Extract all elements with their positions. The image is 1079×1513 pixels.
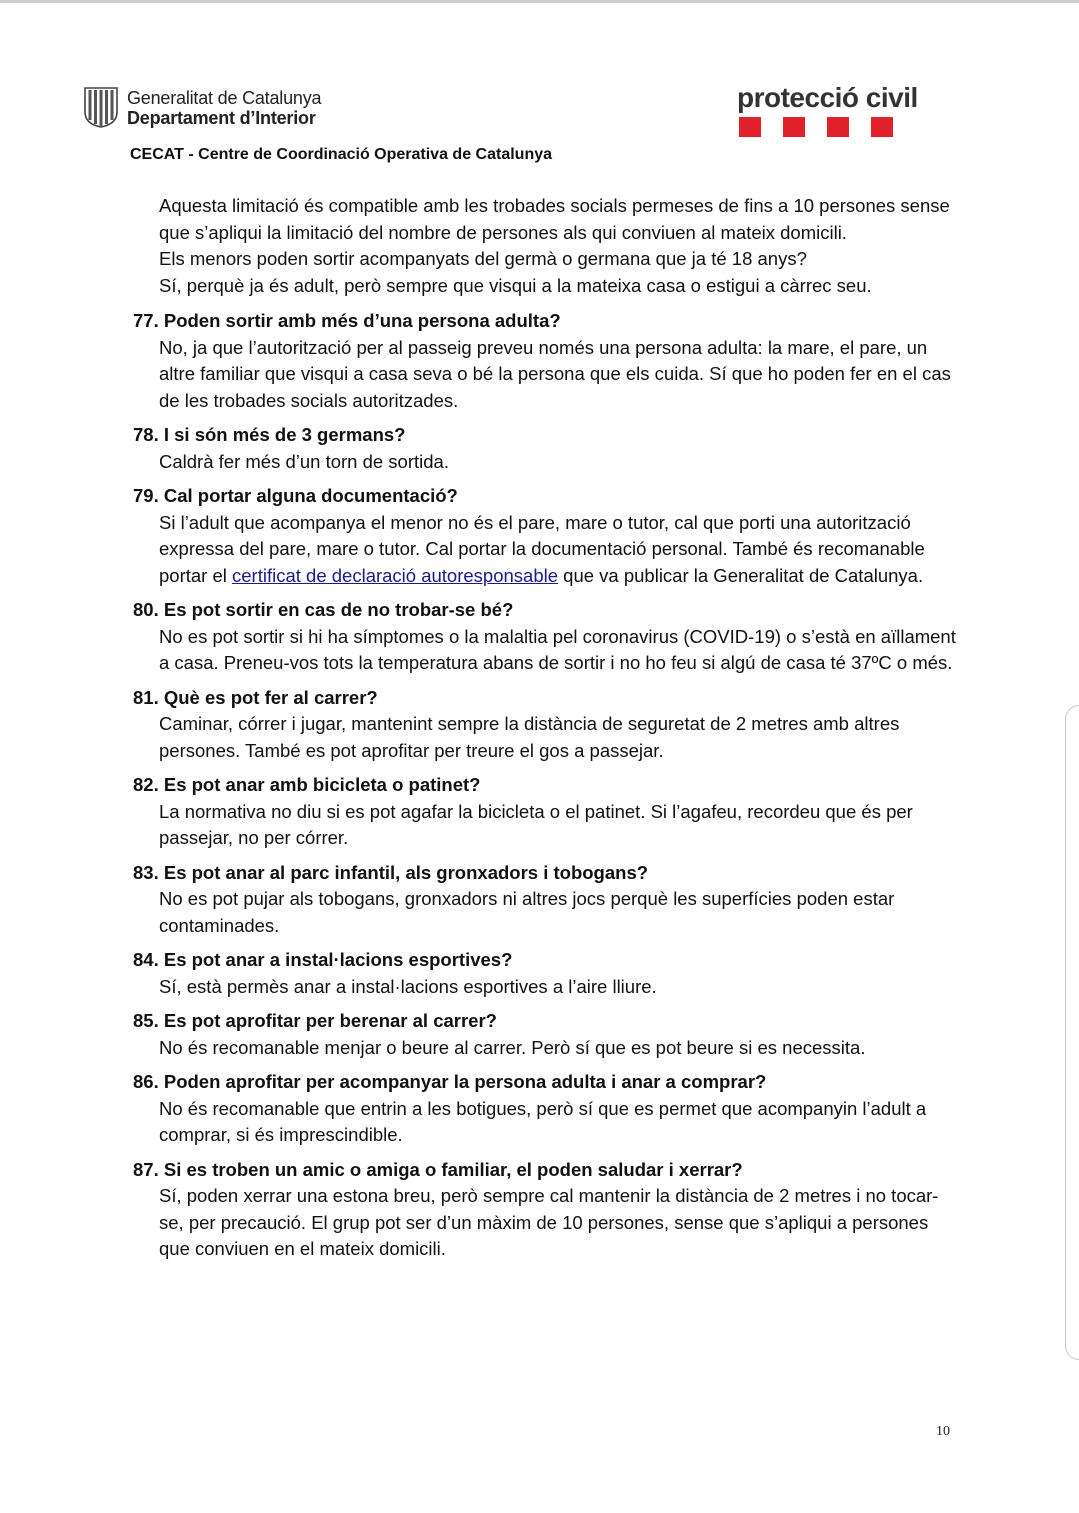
page-number: 10 xyxy=(936,1424,950,1439)
intro-paragraph: Aquesta limitació és compatible amb les trobades socials permeses de fins a 10 persones sense que s’apliqui la limitació del nombre de persones als qui conviuen al mateix domicili. xyxy=(159,195,950,243)
faq-question: 77. Poden sortir amb més d’una persona adulta? xyxy=(133,310,561,331)
faq-answer xyxy=(133,510,963,590)
faq-question: 83. Es pot anar al parc infantil, als gronxadors i tobogans? xyxy=(133,861,649,883)
faq-question: 80. Es pot sortir en cas de no trobar-se bé? xyxy=(133,599,514,620)
generalitat-senyera-icon xyxy=(83,86,119,128)
intro-question: Els menors poden sortir acompanyats del germà o germana que ja té 18 anys? xyxy=(159,248,807,269)
red-square-icon xyxy=(783,117,805,137)
proteccio-civil-name: protecció civil xyxy=(737,82,918,113)
faq-content xyxy=(133,193,963,1263)
faq-answer: Caldrà fer més d’un torn de sortida. xyxy=(159,450,449,472)
red-square-icon xyxy=(739,117,761,137)
department-name: Departament d’Interior xyxy=(127,108,316,128)
faq-answer: No, ja que l’autorització per al passeig preveu només una persona adulta: la mare, el pare, un altre familiar que visqui a casa seva o bé la persona que els cuida. Sí que ho poden fer en el cas de les trobades socials autoritzades. xyxy=(159,336,951,411)
faq-item xyxy=(133,685,963,765)
faq-question: 87. Si es troben un amic o amiga o familiar, el poden saludar i xerrar? xyxy=(133,1158,743,1180)
faq-item xyxy=(133,860,963,940)
faq-question: 86. Poden aprofitar per acompanyar la persona adulta i anar a comprar? xyxy=(133,1071,767,1092)
faq-question: 79. Cal portar alguna documentació? xyxy=(133,485,458,506)
faq-question: 81. Què es pot fer al carrer? xyxy=(133,686,378,708)
faq-item xyxy=(133,947,963,1000)
proteccio-civil-squares xyxy=(739,117,937,137)
faq-item xyxy=(133,1008,963,1061)
generalitat-logo-text xyxy=(127,88,321,128)
faq-answer: No es pot pujar als tobogans, gronxadors ni altres jocs perquè les superfícies poden estar contaminades. xyxy=(159,888,895,936)
red-square-icon xyxy=(827,117,849,137)
faq-answer: Caminar, córrer i jugar, mantenint sempre la distància de seguretat de 2 metres amb altres persones. També es pot aprofitar per treure el gos a passejar. xyxy=(159,713,900,761)
faq-answer-text: Si l’adult que acompanya el menor no és el pare, mare o tutor, cal que porti una autorització expressa del pare, mare o tutor. Cal portar la documentació personal. També és recomanable portar el xyxy=(159,511,925,586)
faq-item xyxy=(133,483,963,589)
proteccio-civil-logo xyxy=(737,82,937,137)
generalitat-name: Generalitat de Catalunya xyxy=(127,88,322,108)
faq-question: 85. Es pot aprofitar per berenar al carrer? xyxy=(133,1010,497,1031)
faq-item xyxy=(133,1157,963,1263)
faq-question: 84. Es pot anar a instal·lacions esportives? xyxy=(133,949,513,970)
faq-answer-text: que va publicar la Generalitat de Catalunya. xyxy=(558,564,924,586)
faq-item xyxy=(133,422,963,475)
faq-answer: Sí, poden xerrar una estona breu, però sempre cal mantenir la distància de 2 metres i no tocar-se, per precaució. El grup pot ser d’un màxim de 10 persones, sense que s’apliqui a persones que conviuen en el mateix domicili. xyxy=(159,1185,939,1259)
cecat-heading: CECAT - Centre de Coordinació Operativa de Catalunya xyxy=(130,146,553,163)
faq-item xyxy=(133,772,963,852)
faq-item xyxy=(133,308,963,414)
scroll-handle[interactable] xyxy=(1065,705,1079,1360)
red-square-icon xyxy=(871,117,893,137)
faq-item xyxy=(133,597,963,677)
faq-answer: Sí, està permès anar a instal·lacions esportives a l’aire lliure. xyxy=(159,975,657,997)
certificate-link[interactable]: certificat de declaració autoresponsable xyxy=(232,564,559,586)
faq-answer: No es pot sortir si hi ha símptomes o la malaltia pel coronavirus (COVID-19) o s’està en aïllament a casa. Preneu-vos tots la temperatura abans de sortir i no ho feu si algú de casa té 37ºC o més. xyxy=(159,625,956,673)
faq-answer: La normativa no diu si es pot agafar la bicicleta o el patinet. Si l’agafeu, recordeu que és per passejar, no per córrer. xyxy=(159,800,913,848)
top-border xyxy=(0,0,1079,3)
faq-question: 78. I si són més de 3 germans? xyxy=(133,424,406,445)
faq-answer: No és recomanable menjar o beure al carrer. Però sí que es pot beure si es necessita. xyxy=(159,1036,866,1058)
intro-answer: Sí, perquè ja és adult, però sempre que visqui a la mateixa casa o estigui a càrrec seu. xyxy=(159,274,872,296)
faq-answer: No és recomanable que entrin a les botigues, però sí que es permet que acompanyin l’adult a comprar, si és imprescindible. xyxy=(159,1097,927,1145)
faq-question: 82. Es pot anar amb bicicleta o patinet? xyxy=(133,774,481,795)
faq-item xyxy=(133,1069,963,1149)
